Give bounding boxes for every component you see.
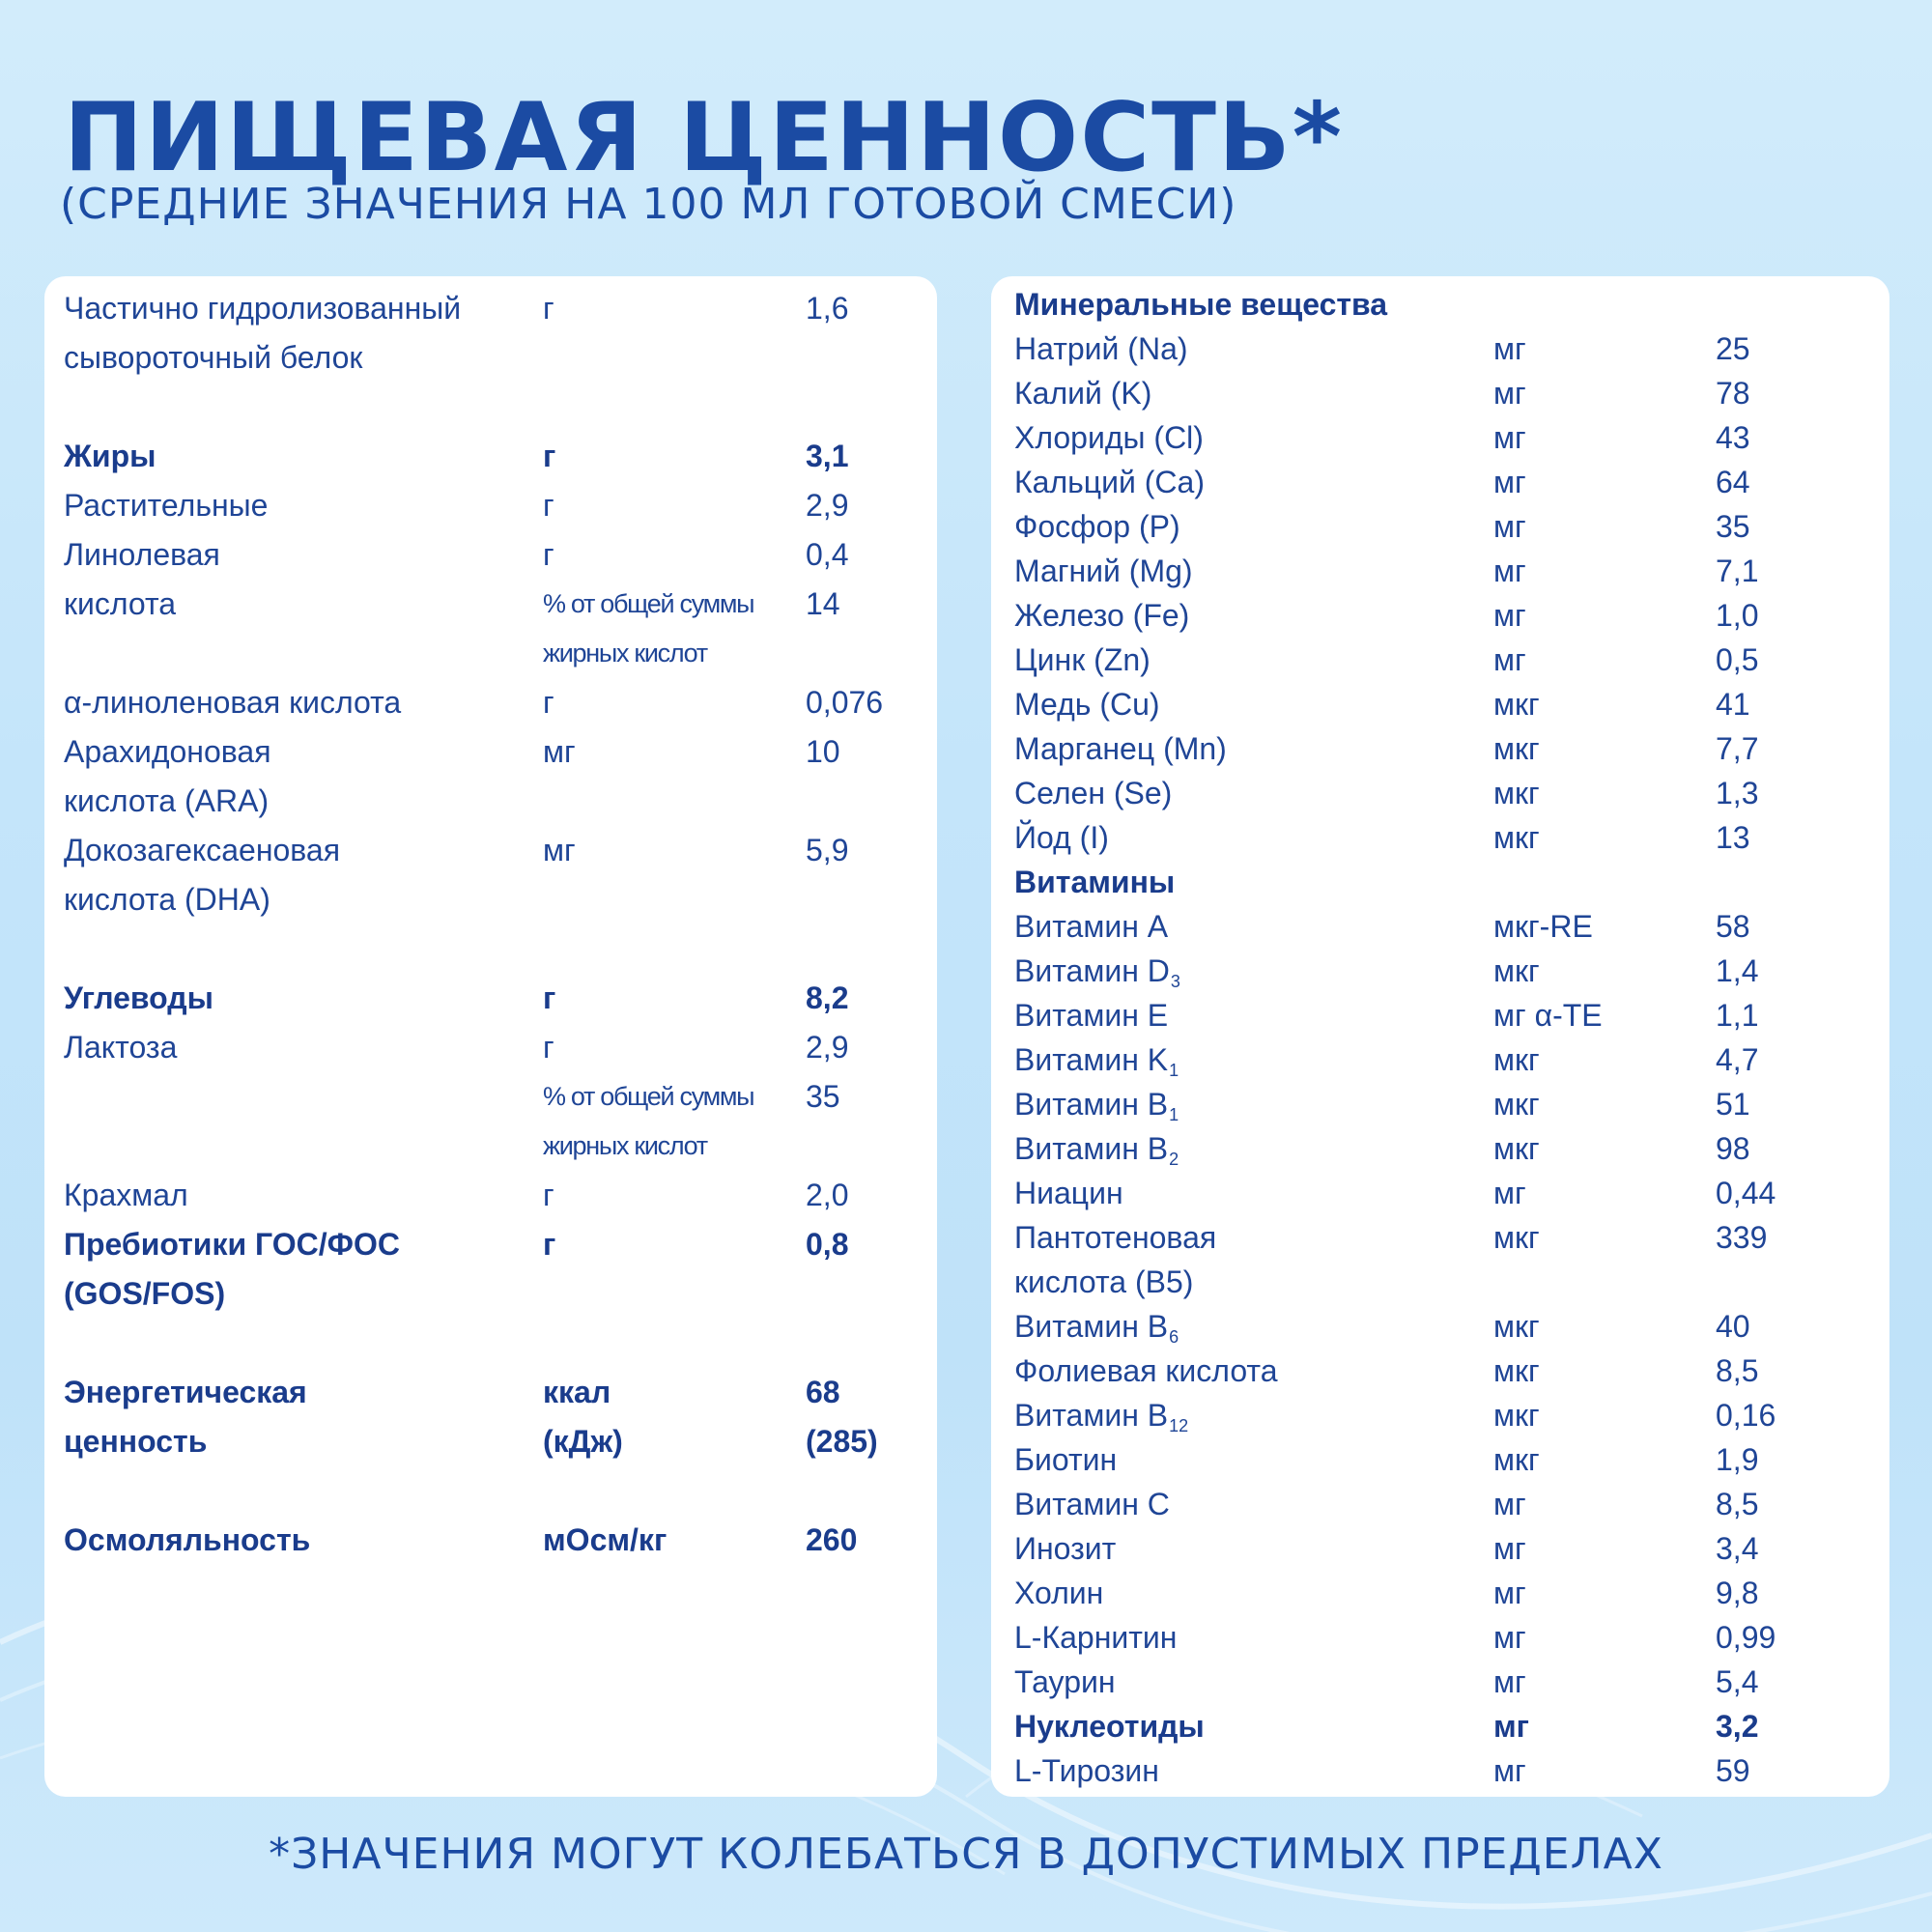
nutrient-unit: мг <box>1493 465 1526 499</box>
nutrient-value: 0,076 <box>806 685 884 720</box>
table-row <box>991 638 1889 682</box>
nutrient-name: Инозит <box>1014 1531 1117 1566</box>
page-subtitle: (СРЕДНИЕ ЗНАЧЕНИЯ НА 100 МЛ ГОТОВОЙ СМЕСИ) <box>60 180 1237 229</box>
table-row <box>991 815 1889 860</box>
nutrient-name: Медь (Cu) <box>1014 687 1160 722</box>
nutrient-unit: мг <box>1493 1664 1526 1699</box>
nutrient-unit: мкг-RE <box>1493 909 1593 944</box>
nutrient-value: 0,8 <box>806 1227 849 1262</box>
nutrient-unit: мкг <box>1493 1442 1540 1477</box>
nutrient-name: L-Карнитин <box>1014 1620 1178 1655</box>
table-row <box>991 1304 1889 1349</box>
nutrient-unit: г <box>543 488 554 523</box>
table-row <box>991 415 1889 460</box>
nutrient-name: Таурин <box>1014 1664 1116 1699</box>
section-heading-energy: Энергетическая <box>64 1375 307 1409</box>
nutrient-value: 339 <box>1716 1220 1768 1255</box>
nutrient-unit: мг <box>1493 642 1526 677</box>
nutrient-unit: г <box>543 1227 556 1262</box>
nutrient-unit: г <box>543 685 554 720</box>
nutrient-value: 40 <box>1716 1309 1750 1344</box>
nutrient-name: Пантотеновая <box>1014 1220 1217 1255</box>
nutrient-unit: мОсм/кг <box>543 1522 668 1557</box>
nutrient-unit: мкг <box>1493 1220 1540 1255</box>
nutrient-unit: жирных кислот <box>543 639 707 668</box>
nutrient-name: Арахидоновая <box>64 734 271 769</box>
nutrient-name: Растительные <box>64 488 269 523</box>
nutrient-unit: % от общей суммы <box>543 1082 754 1111</box>
nutrient-unit: мкг <box>1493 1353 1540 1388</box>
nutrient-unit: мг <box>543 833 576 867</box>
nutrient-unit: г <box>543 537 554 572</box>
table-row <box>991 1393 1889 1437</box>
nutrition-table-left <box>44 276 937 1797</box>
nutrient-value: 2,9 <box>806 488 849 523</box>
nutrient-unit: мг <box>1493 376 1526 411</box>
nutrient-name: кислота (B5) <box>1014 1264 1194 1299</box>
nutrient-subscript: 3 <box>1170 972 1180 991</box>
table-row <box>991 549 1889 593</box>
table-row <box>991 1660 1889 1704</box>
nutrient-value: 78 <box>1716 376 1750 411</box>
table-row <box>991 504 1889 549</box>
section-heading-fats: Жиры <box>64 439 156 473</box>
nutrient-value: 0,5 <box>1716 642 1759 677</box>
nutrient-value: 3,4 <box>1716 1531 1759 1566</box>
table-row <box>991 1526 1889 1571</box>
nutrient-value: (285) <box>806 1424 878 1459</box>
table-row <box>991 1482 1889 1526</box>
nutrient-unit: мг <box>1493 1576 1526 1610</box>
nutrient-name: Витамин $B_{12}$ <box>1014 1398 1189 1435</box>
nutrient-value: 3,2 <box>1716 1709 1759 1744</box>
table-row <box>991 1037 1889 1082</box>
nutrition-table-right <box>991 276 1889 1797</box>
nutrient-name: Железо (Fe) <box>1014 598 1190 633</box>
nutrient-value: 8,5 <box>1716 1353 1759 1388</box>
nutrient-unit: мкг <box>1493 776 1540 810</box>
nutrient-value: 9,8 <box>1716 1576 1759 1610</box>
section-heading-nucleotides: Нуклеотиды <box>1014 1709 1205 1744</box>
section-heading-energy-2: ценность <box>64 1424 208 1459</box>
nutrient-unit: % от общей суммы <box>543 589 754 618</box>
nutrient-unit: мкг <box>1493 1131 1540 1166</box>
nutrient-unit: мг <box>1493 1753 1526 1788</box>
nutrient-name: Докозагексаеновая <box>64 833 341 867</box>
nutrient-value: 260 <box>806 1522 858 1557</box>
nutrient-value: 98 <box>1716 1131 1750 1166</box>
section-heading-osmolality: Осмоляльность <box>64 1522 311 1557</box>
nutrient-name: Витамин $B_2$ <box>1014 1131 1179 1169</box>
nutrient-unit: мкг <box>1493 1309 1540 1344</box>
nutrient-subscript: 1 <box>1169 1061 1179 1080</box>
nutrient-value: 1,9 <box>1716 1442 1759 1477</box>
section-heading-prebiotics: Пребиотики ГОС/ФОС <box>64 1227 400 1262</box>
nutrient-name: Частично гидролизованный <box>64 291 462 326</box>
nutrient-value: 0,4 <box>806 537 849 572</box>
table-row <box>991 1748 1889 1793</box>
table-row <box>991 1215 1889 1260</box>
nutrient-value: 1,1 <box>1716 998 1759 1033</box>
nutrient-value: 7,1 <box>1716 554 1759 588</box>
nutrient-unit: мкг <box>1493 1042 1540 1077</box>
section-heading-vitamins: Витамины <box>1014 865 1176 899</box>
nutrient-value: 0,16 <box>1716 1398 1776 1433</box>
nutrient-value: 13 <box>1716 820 1750 855</box>
table-row <box>991 1082 1889 1126</box>
nutrient-unit: мг α-TE <box>1493 998 1603 1033</box>
table-row <box>991 1126 1889 1171</box>
nutrient-name: Биотин <box>1014 1442 1118 1477</box>
nutrient-value: 25 <box>1716 331 1750 366</box>
nutrient-name: Витамин C <box>1014 1487 1170 1521</box>
table-row <box>991 371 1889 415</box>
nutrient-value: 64 <box>1716 465 1750 499</box>
nutrient-name: Калий (K) <box>1014 376 1152 411</box>
nutrient-name: Линолевая <box>64 537 220 572</box>
nutrient-unit: мг <box>1493 554 1526 588</box>
table-row <box>991 1437 1889 1482</box>
nutrient-unit: г <box>543 1030 554 1065</box>
nutrient-value: 8,5 <box>1716 1487 1759 1521</box>
nutrient-name: Витамин $D_3$ <box>1014 953 1180 991</box>
nutrient-value: 10 <box>806 734 840 769</box>
nutrient-subscript: 12 <box>1169 1416 1189 1435</box>
nutrient-unit: г <box>543 1178 554 1212</box>
nutrient-value: 7,7 <box>1716 731 1759 766</box>
nutrient-name: Ниацин <box>1014 1176 1123 1210</box>
nutrient-unit: мкг <box>1493 953 1540 988</box>
nutrient-unit: г <box>543 291 554 326</box>
nutrient-unit: мг <box>543 734 576 769</box>
nutrient-value: 1,4 <box>1716 953 1759 988</box>
nutrient-name: Витамин $K_1$ <box>1014 1042 1179 1080</box>
nutrient-unit: мг <box>1493 1176 1526 1210</box>
nutrient-name: Витамин $B_1$ <box>1014 1087 1179 1124</box>
nutrient-unit: жирных кислот <box>543 1131 707 1160</box>
table-row <box>991 1260 1889 1304</box>
nutrient-name: Витамин $B_6$ <box>1014 1309 1179 1347</box>
table-row <box>991 1571 1889 1615</box>
nutrient-value: 0,99 <box>1716 1620 1776 1655</box>
nutrient-value: 1,0 <box>1716 598 1759 633</box>
nutrient-unit: мг <box>1493 598 1526 633</box>
section-heading-minerals: Минеральные вещества <box>1014 287 1388 322</box>
nutrient-name: Хлориды (Cl) <box>1014 420 1204 455</box>
nutrient-value: 35 <box>1716 509 1750 544</box>
nutrient-value: 8,2 <box>806 980 849 1015</box>
nutrient-name: Витамин A <box>1014 909 1169 944</box>
nutrient-subscript: 2 <box>1169 1150 1179 1169</box>
nutrient-unit: мкг <box>1493 687 1540 722</box>
nutrient-value: 1,3 <box>1716 776 1759 810</box>
nutrient-unit: мг <box>1493 509 1526 544</box>
nutrient-unit: мкг <box>1493 1087 1540 1122</box>
nutrient-unit: г <box>543 439 556 473</box>
nutrient-name: Лактоза <box>64 1030 178 1065</box>
nutrient-name: Холин <box>1014 1576 1104 1610</box>
nutrient-value: 51 <box>1716 1087 1750 1122</box>
nutrient-value: 35 <box>806 1079 840 1114</box>
table-row-heading <box>991 1704 1889 1748</box>
nutrient-name: Марганец (Mn) <box>1014 731 1227 766</box>
nutrient-unit: мкг <box>1493 1398 1540 1433</box>
table-row-heading <box>991 282 1889 327</box>
nutrient-value: 0,44 <box>1716 1176 1776 1210</box>
nutrient-subscript: 1 <box>1169 1105 1179 1124</box>
nutrient-unit: мг <box>1493 1709 1529 1744</box>
table-row <box>991 771 1889 815</box>
nutrient-name: Витамин E <box>1014 998 1169 1033</box>
nutrient-unit: ккал <box>543 1375 611 1409</box>
table-row <box>991 327 1889 371</box>
nutrient-unit: мкг <box>1493 820 1540 855</box>
table-row <box>991 1349 1889 1393</box>
nutrient-unit: мкг <box>1493 731 1540 766</box>
nutrient-value: 14 <box>806 586 840 621</box>
nutrient-name: сывороточный белок <box>64 340 363 375</box>
nutrient-value: 59 <box>1716 1753 1750 1788</box>
nutrient-unit: мг <box>1493 331 1526 366</box>
nutrient-value: 5,4 <box>1716 1664 1759 1699</box>
nutrient-value: 2,9 <box>806 1030 849 1065</box>
nutrient-value: 5,9 <box>806 833 849 867</box>
nutrient-name: кислота (DHA) <box>64 882 270 917</box>
nutrient-name: Селен (Se) <box>1014 776 1173 810</box>
nutrient-value: 58 <box>1716 909 1750 944</box>
nutrient-value: 43 <box>1716 420 1750 455</box>
nutrient-name: Кальций (Ca) <box>1014 465 1205 499</box>
table-row <box>991 904 1889 949</box>
nutrient-unit: мг <box>1493 420 1526 455</box>
nutrient-value: 3,1 <box>806 439 849 473</box>
table-row <box>991 993 1889 1037</box>
nutrient-name: Натрий (Na) <box>1014 331 1188 366</box>
table-row <box>991 593 1889 638</box>
table-row-heading <box>991 860 1889 904</box>
nutrient-value: 4,7 <box>1716 1042 1759 1077</box>
nutrient-unit: мг <box>1493 1487 1526 1521</box>
nutrient-value: 68 <box>806 1375 840 1409</box>
nutrient-name: α-линоленовая кислота <box>64 685 402 720</box>
nutrient-unit: мг <box>1493 1620 1526 1655</box>
nutrient-value: 41 <box>1716 687 1750 722</box>
section-heading-carbs: Углеводы <box>64 980 213 1015</box>
nutrient-name: Йод (I) <box>1014 820 1109 855</box>
nutrient-name: Крахмал <box>64 1178 188 1212</box>
page-title: ПИЩЕВАЯ ЦЕННОСТЬ* <box>64 83 1344 193</box>
table-row <box>991 726 1889 771</box>
section-heading-prebiotics-abbr: (GOS/FOS) <box>64 1276 226 1311</box>
nutrient-name: кислота (ARA) <box>64 783 270 818</box>
nutrient-unit: мг <box>1493 1531 1526 1566</box>
nutrient-name: Фолиевая кислота <box>1014 1353 1278 1388</box>
nutrient-value: 2,0 <box>806 1178 849 1212</box>
nutrient-name: L-Тирозин <box>1014 1753 1159 1788</box>
table-row <box>991 682 1889 726</box>
table-row <box>991 1615 1889 1660</box>
nutrient-name: Цинк (Zn) <box>1014 642 1151 677</box>
nutrient-subscript: 6 <box>1169 1327 1179 1347</box>
nutrient-name: Магний (Mg) <box>1014 554 1193 588</box>
nutrient-unit: г <box>543 980 556 1015</box>
table-row <box>991 949 1889 993</box>
nutrient-value: 1,6 <box>806 291 849 326</box>
nutrient-unit: (кДж) <box>543 1424 623 1459</box>
nutrient-name: Фосфор (P) <box>1014 509 1180 544</box>
table-row <box>991 1171 1889 1215</box>
nutrient-name: кислота <box>64 586 177 621</box>
footnote: *ЗНАЧЕНИЯ МОГУТ КОЛЕБАТЬСЯ В ДОПУСТИМЫХ ПРЕДЕЛАХ <box>269 1830 1663 1879</box>
table-row <box>991 460 1889 504</box>
